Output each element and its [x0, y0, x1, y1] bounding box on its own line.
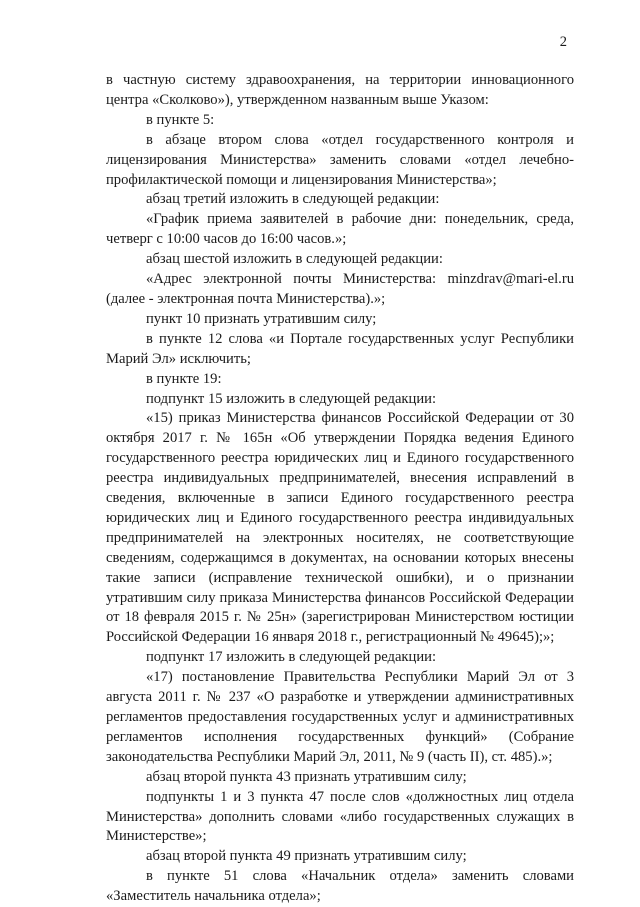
paragraph: абзац второй пункта 43 признать утратившим силу;	[146, 768, 467, 785]
paragraph: «График приема заявителей в рабочие дни: понедельник, среда, четверг с 10:00 часов до 16:00 часов.»;	[106, 211, 574, 248]
paragraph: подпункт 17 изложить в следующей редакции:	[146, 649, 437, 666]
paragraph: в пункте 12 слова «и Портале государственных услуг Республики Марий Эл» исключить;	[106, 330, 574, 367]
paragraph: абзац третий изложить в следующей редакции:	[146, 191, 440, 208]
paragraph: «Адрес электронной почты Министерства: minzdrav@mari-el.ru (далее - электронная почта Министерства).»;	[106, 271, 574, 307]
paragraph: пункт 10 признать утратившим силу;	[146, 310, 377, 327]
paragraph: абзац шестой изложить в следующей редакции:	[146, 251, 443, 268]
paragraph: в пункте 19:	[146, 370, 222, 387]
paragraph: «15) приказ Министерства финансов Российской Федерации от 30 октября 2017 г. № 165н «Об утверждении Порядка ведения Единого государственного реестра юридических лиц и Единого государственного реестра индивидуальных предпринимателей, внесения исправлений в сведения, включенные в записи Единого государственного реестра юридических лиц и Единого государственного реестра индивидуальных предпринимателей на электронных носителях, не соответствующие сведениям, содержащимся в документах, на основании которых внесены такие записи (исправление технической ошибки), и о признании утратившим силу приказа Министерства финансов Российской Федерации от 18 февраля 2015 г. № 25н» (зарегистрирован Министерством юстиции Российской Федерации 16 января 2018 г., регистрационный № 49645);»;	[106, 410, 574, 646]
paragraph: в частную систему здравоохранения, на территории инновационного центра «Сколково»), утвержденном названным выше Указом:	[106, 72, 574, 108]
document-body	[106, 71, 574, 907]
paragraph: в пункте 5:	[146, 111, 215, 128]
paragraph: «17) постановление Правительства Республики Марий Эл от 3 августа 2011 г. № 237 «О разработке и утверждении административных регламентов предоставления государственных услуг и административных регламентов исполнения государственных функций» (Собрание законодательства Республики Марий Эл, 2011, № 9 (часть II), ст. 485).»;	[106, 669, 574, 765]
page-number: 2	[559, 34, 567, 50]
paragraph: в абзаце втором слова «отдел государственного контроля и лицензирования Министерства» заменить словами «отдел лечебно-профилактической помощи и лицензирования Министерства»;	[106, 131, 574, 188]
paragraph: в пункте 51 слова «Начальник отдела» заменить словами «Заместитель начальника отдела»;	[106, 868, 574, 905]
paragraph: подпункт 15 изложить в следующей редакции:	[146, 390, 437, 407]
paragraph: абзац второй пункта 49 признать утратившим силу;	[146, 848, 467, 865]
paragraph: подпункты 1 и 3 пункта 47 после слов «должностных лиц отдела Министерства» дополнить словами «либо государственных служащих в Министерстве»;	[106, 788, 574, 845]
